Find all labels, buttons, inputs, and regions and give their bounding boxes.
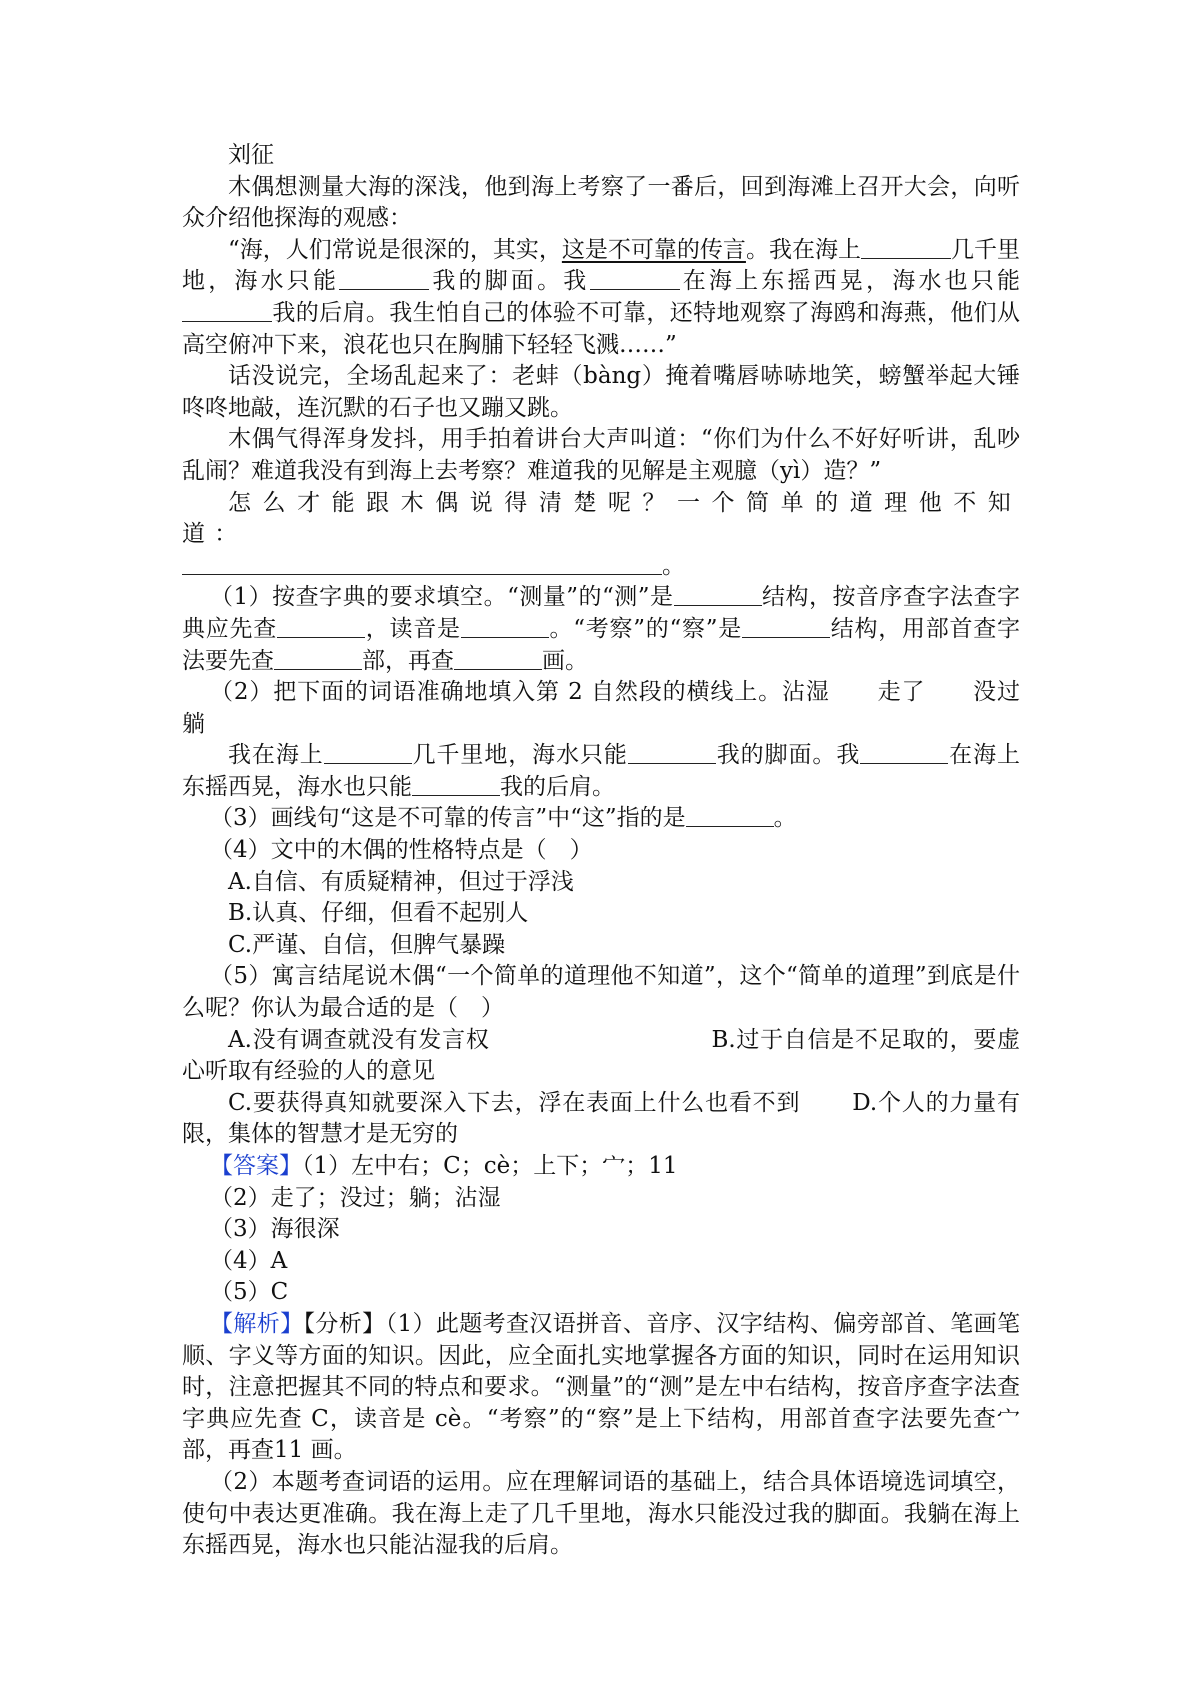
analysis-subtag: 【分析】 <box>303 1310 386 1337</box>
story-paragraph-2: “海，人们常说是很深的，其实，这是不可靠的传言。我在海上 几千里地，海水只能 我的脚面。我 在海上东摇西晃，海水也只能我的后肩。我生怕自己的体验不可靠，还特地观察了海鸥和海燕，他们从高空俯冲下来，浪花也只在胸脯下轻轻飞溅……” <box>182 236 1021 358</box>
q1-blank-structure-2[interactable] <box>742 615 830 638</box>
story-paragraph-3: 话没说完，全场乱起来了：老蚌（bàng）掩着嘴唇哧哧地笑，螃蟹举起大锤咚咚地敲，连沉默的石子也又蹦又跳。 <box>182 363 1020 421</box>
question-4-option-a[interactable]: A.自信、有质疑精神，但过于浮浅 <box>228 868 574 895</box>
story-paragraph-4: 木偶气得浑身发抖，用手拍着讲台大声叫道：“你们为什么不好好听讲，乱吵乱闹？难道我没有到海上去考察？难道我的见解是主观臆（yì）造？” <box>182 426 1020 484</box>
story-paragraph-1: 木偶想测量大海的深浅，他到海上考察了一番后，回到海滩上召开大会，向听众介绍他探海的观感： <box>182 173 1020 232</box>
q3-blank[interactable] <box>686 804 774 827</box>
q1-blank-letter[interactable] <box>277 615 365 638</box>
q1-blank-radical[interactable] <box>274 647 362 670</box>
question-3: （3）画线句“这是不可靠的传言”中“这”指的是 。 <box>210 805 797 832</box>
blank-5[interactable] <box>182 552 662 575</box>
story-paragraph-5-answer-line: 。 <box>182 551 1020 583</box>
underlined-sentence: 这是不可靠的传言 <box>561 236 746 263</box>
answer-line-3: （3）海很深 <box>210 1216 340 1243</box>
question-4-option-b[interactable]: B.认真、仔细，但看不起别人 <box>228 900 529 927</box>
answer-line-4: （4）A <box>210 1247 288 1274</box>
story-paragraph-5: 怎么才能跟木偶说得清楚呢？一个简单的道理他不知道： <box>182 489 1020 548</box>
blank-2[interactable] <box>339 267 429 290</box>
blank-3[interactable] <box>590 267 680 290</box>
author: 刘征 <box>228 142 274 168</box>
q2-blank-3[interactable] <box>860 741 948 764</box>
analysis-tag: 【解析】 <box>210 1310 304 1337</box>
document-page <box>182 140 1043 1562</box>
question-5-option-d[interactable]: D.个人的力量有限，集体的智慧才是无穷的 <box>182 1089 1020 1148</box>
question-1: （1）按查字典的要求填空。“测量”的“测”是 结构，按音序查字法查字典应先查 ，读音是 。“考察”的“察”是 结构，用部首查字法要先查 部，再查 画。 <box>182 584 1021 674</box>
q1-blank-structure[interactable] <box>674 583 762 606</box>
answer-line-2: （2）走了；没过；躺；沾湿 <box>210 1184 501 1211</box>
q1-blank-strokes[interactable] <box>454 647 542 670</box>
q2-blank-1[interactable] <box>324 741 412 764</box>
q1-blank-pinyin[interactable] <box>461 615 549 638</box>
question-2: （2）把下面的词语准确地填入第 2 自然段的横线上。沾湿 走了 没过 躺 <box>182 679 1043 737</box>
analysis-paragraph-1: 【解析】【分析】（1）此题考查汉语拼音、音序、汉字结构、偏旁部首、笔画笔顺、字义等方面的知识。因此，应全面扎实地掌握各方面的知识，同时在运用知识时，注意把握其不同的特点和要求。“测量”的“测”是左中右结构，按音序查字法查字典应先查 C，读音是 cè。“考察”的“察”是上下结构，用部首查字法要先查宀部，再查11 画。 <box>182 1310 1021 1464</box>
question-5-option-c[interactable]: C.要获得真知就要深入下去，浮在表面上什么也看不到 <box>228 1089 801 1116</box>
question-5-option-b[interactable]: B.过于自信是不足取的，要虚心听取有经验的人的意见 <box>182 1026 1021 1085</box>
answer-line-1: 【答案】（1）左中右；C；cè；上下；宀；11 <box>210 1153 678 1179</box>
q2-blank-2[interactable] <box>628 741 716 764</box>
blank-1[interactable] <box>861 236 951 259</box>
question-5: （5）寓言结尾说木偶“一个简单的道理他不知道”，这个“简单的道理”到底是什么呢？你认为最合适的是（ ） <box>182 963 1020 1022</box>
question-5-options-cd <box>182 1088 1020 1151</box>
question-2-text: 我在海上 几千里地，海水只能 我的脚面。我 在海上东摇西晃，海水也只能 我的后肩。 <box>182 742 1021 800</box>
question-5-options-ab <box>182 1025 1020 1088</box>
question-5-option-a[interactable]: A.没有调查就没有发言权 <box>228 1026 490 1053</box>
answer-tag: 【答案】 <box>210 1153 302 1179</box>
blank-4[interactable] <box>182 299 272 322</box>
analysis-paragraph-2: （2）本题考查词语的运用。应在理解词语的基础上，结合具体语境选词填空，使句中表达更准确。我在海上走了几千里地，海水只能没过我的脚面。我躺在海上东摇西晃，海水也只能沾湿我的后肩。 <box>182 1468 1020 1559</box>
question-4-option-c[interactable]: C.严谨、自信，但脾气暴躁 <box>228 931 506 958</box>
q2-blank-4[interactable] <box>412 773 500 796</box>
answer-line-5: （5）C <box>210 1279 289 1306</box>
question-4: （4）文中的木偶的性格特点是（ ） <box>210 837 593 864</box>
